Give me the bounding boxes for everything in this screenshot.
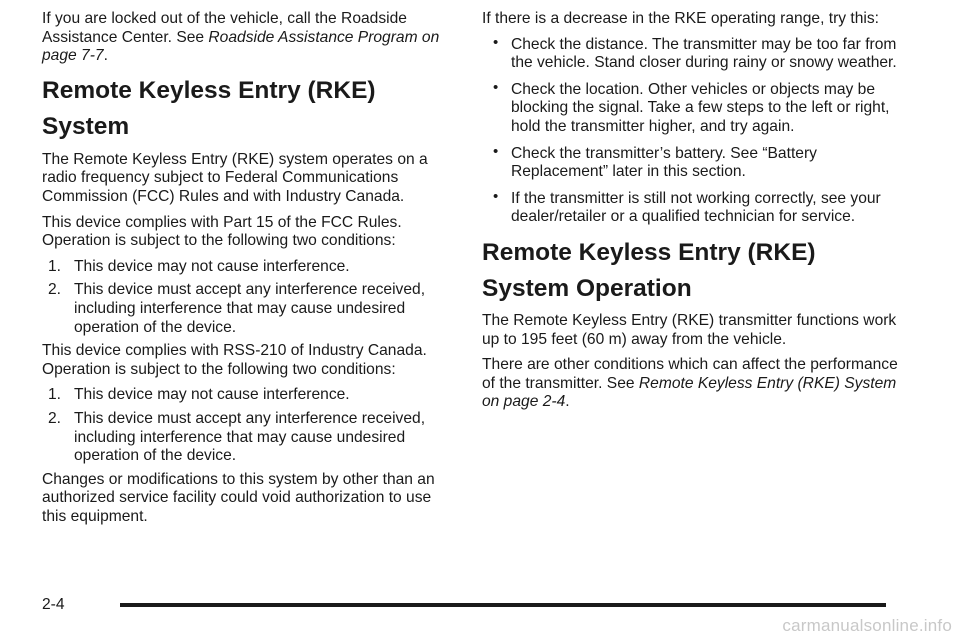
bullet-icon: • bbox=[493, 78, 499, 96]
list-item bbox=[42, 258, 452, 277]
list-number: 1. bbox=[48, 386, 62, 404]
page-number: 2-4 bbox=[42, 596, 65, 613]
rke-system-xref[interactable]: Remote Keyless Entry (RKE) System on page 2-4 bbox=[482, 374, 897, 411]
list-item-text: Check the distance. The transmitter may be too far from the vehicle. Stand closer during rainy or snowy weather. bbox=[511, 35, 897, 72]
list-item bbox=[42, 410, 452, 466]
other-conditions-paragraph bbox=[482, 356, 902, 412]
modifications-paragraph: Changes or modifications to this system by other than an authorized service facility could void authorization to use this equipment. bbox=[42, 470, 435, 525]
industry-canada-paragraph: This device complies with RSS-210 of Industry Canada. Operation is subject to the following two conditions: bbox=[42, 342, 427, 378]
list-item-text: Check the location. Other vehicles or objects may be blocking the signal. Take a few steps to the left or right, hold the transmitter higher, and try again. bbox=[511, 80, 890, 135]
list-item-text: This device must accept any interference received, including interference that may cause undesired operation of the device. bbox=[74, 281, 426, 336]
locked-out-period: . bbox=[103, 47, 108, 65]
bullet-icon: • bbox=[493, 142, 499, 160]
list-item-text: This device must accept any interference received, including interference that may cause undesired operation of the device. bbox=[74, 409, 426, 465]
transmitter-range-paragraph: The Remote Keyless Entry (RKE) transmitter functions work up to 195 feet (60 m) away from the vehicle. bbox=[482, 311, 897, 348]
footer-rule bbox=[120, 603, 886, 607]
other-conditions-text: There are other conditions which can affect the performance of the transmitter. See bbox=[482, 356, 898, 392]
list-item bbox=[482, 142, 902, 182]
list-item bbox=[482, 187, 902, 227]
rke-operation-heading: Remote Keyless Entry (RKE) System Operation bbox=[482, 238, 816, 302]
list-item-text: If the transmitter is still not working correctly, see your dealer/retailer or a qualified technician for service. bbox=[511, 189, 881, 226]
list-item bbox=[482, 78, 902, 137]
locked-out-paragraph bbox=[42, 10, 452, 66]
right-column bbox=[482, 10, 902, 419]
fcc-conditions-list bbox=[42, 258, 452, 337]
locked-out-text: If you are locked out of the vehicle, call the Roadside Assistance Center. See bbox=[42, 10, 407, 46]
left-column bbox=[42, 10, 452, 533]
list-item-text: Check the transmitter’s battery. See “Battery Replacement” later in this section. bbox=[511, 144, 817, 181]
rke-system-heading: Remote Keyless Entry (RKE) System bbox=[42, 76, 376, 140]
roadside-assistance-xref[interactable]: Roadside Assistance Program on page 7-7 bbox=[42, 28, 440, 65]
list-item bbox=[482, 33, 902, 73]
ic-conditions-list bbox=[42, 386, 452, 465]
list-item-text: This device may not cause interference. bbox=[74, 386, 350, 404]
list-number: 2. bbox=[48, 409, 62, 427]
range-decrease-paragraph: If there is a decrease in the RKE operating range, try this: bbox=[482, 10, 879, 27]
list-item-text: This device may not cause interference. bbox=[74, 257, 350, 275]
rke-frequency-paragraph: The Remote Keyless Entry (RKE) system operates on a radio frequency subject to Federal Communications Commission (FCC) Rules and with Industry Canada. bbox=[42, 150, 428, 205]
list-item bbox=[42, 281, 452, 337]
list-item bbox=[42, 386, 452, 405]
other-conditions-period: . bbox=[565, 393, 570, 411]
troubleshooting-list bbox=[482, 33, 902, 227]
watermark: carmanualsonline.info bbox=[782, 616, 952, 635]
list-number: 1. bbox=[48, 257, 62, 275]
list-number: 2. bbox=[48, 281, 62, 299]
bullet-icon: • bbox=[493, 187, 499, 205]
fcc-compliance-paragraph: This device complies with Part 15 of the FCC Rules. Operation is subject to the following two conditions: bbox=[42, 213, 402, 250]
bullet-icon: • bbox=[493, 33, 499, 51]
